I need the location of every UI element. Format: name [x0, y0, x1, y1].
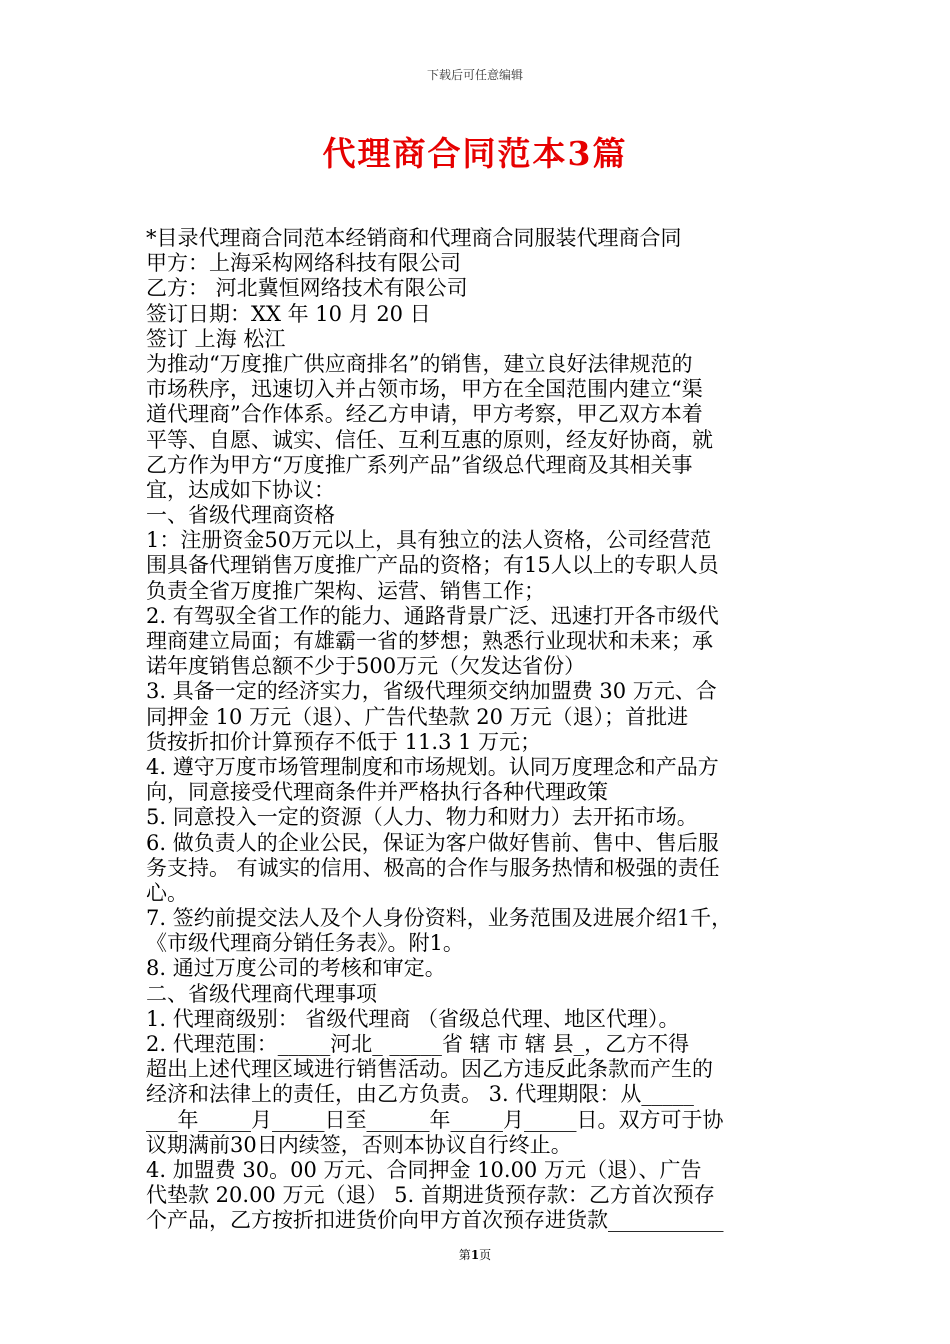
page-number: 1 [470, 1248, 480, 1262]
footer-prefix: 第 [458, 1248, 471, 1262]
body-line: 乙方： 河北冀恒网络技术有限公司 [146, 276, 468, 301]
body-line: 8. 通过万度公司的考核和审定。 [146, 956, 446, 981]
body-line: 签订 上海 松江 [146, 326, 286, 351]
body-line: 《市级代理商分销任务表》。附1。 [146, 931, 464, 956]
body-line: 个产品，乙方按折扣进货价向甲方首次预存进货款___________ [146, 1208, 724, 1233]
body-line: 诺年度销售总额不少于500万元（欠发达省份） [146, 654, 586, 679]
body-line: 理商建立局面；有雄霸一省的梦想；熟悉行业现状和未来；承 [146, 629, 713, 653]
body-line: 一、省级代理商资格 [146, 503, 335, 528]
header-note: 下载后可任意编辑 [426, 68, 523, 82]
body-line: 7. 签约前提交法人及个人身份资料，业务范围及进展介绍1千， [146, 906, 733, 931]
body-line: 代垫款 20.00 万元（退） 5. 首期进货预存款：乙方首次预存 [146, 1183, 715, 1208]
footer-suffix: 页 [479, 1248, 492, 1262]
body-line: 平等、自愿、诚实、信任、互利互惠的原则，经友好协商，就 [146, 427, 713, 452]
body-line: 心。 [146, 880, 188, 905]
document-title: 代理商合同范本3篇 [322, 134, 628, 173]
body-line: 务支持。 有诚实的信用、极高的合作与服务热情和极强的责任 [146, 855, 720, 880]
body-line: 货按折扣价计算预存不低于 11.3 1 万元； [146, 729, 542, 754]
body-line: 围具备代理销售万度推广产品的资格；有15人以上的专职人员 [146, 553, 719, 578]
body-line: 甲方：上海采构网络科技有限公司 [146, 251, 461, 276]
body-line: *目录代理商合同范本经销商和代理商合同服装代理商合同 [146, 226, 682, 250]
body-line: 超出上述代理区域进行销售活动。因乙方违反此条款而产生的 [146, 1057, 713, 1082]
body-line: 乙方作为甲方“万度推广系列产品”省级总代理商及其相关事 [146, 452, 693, 477]
body-line: 4. 加盟费 30。00 万元、合同押金 10.00 万元（退）、广告 [146, 1157, 702, 1182]
document-body [146, 226, 810, 1234]
body-line: 1：注册资金50万元以上，具有独立的法人资格，公司经营范 [146, 528, 712, 553]
body-line: 道代理商”合作体系。经乙方申请，甲方考察，甲乙双方本着 [146, 402, 703, 427]
body-line: 签订日期：XX 年 10 月 20 日 [146, 301, 431, 326]
body-line: 同押金 10 万元（退）、广告代垫款 20 万元（退）；首批进 [146, 704, 689, 729]
page-footer [0, 1246, 950, 1263]
body-line: 4. 遵守万度市场管理制度和市场规划。认同万度理念和产品方 [146, 754, 719, 779]
body-line: 向，同意接受代理商条件并严格执行各种代理政策 [146, 780, 608, 805]
body-line: 3. 具备一定的经济实力，省级代理须交纳加盟费 30 万元、合 [146, 679, 717, 704]
body-line: 1. 代理商级别： 省级代理商 （省级总代理、地区代理）。 [146, 1006, 680, 1031]
body-line: 市场秩序，迅速切入并占领市场，甲方在全国范围内建立“渠 [146, 377, 703, 402]
body-line: 2. 有驾驭全省工作的能力、通路背景广泛、迅速打开各市级代 [146, 603, 719, 628]
body-line: 2. 代理范围：_____河北_ _____省 辖 市 辖 县_，乙方不得 [146, 1032, 690, 1056]
body-line: 宜，达成如下协议： [146, 477, 335, 502]
body-line: 为推动“万度推广供应商排名”的销售，建立良好法律规范的 [146, 351, 693, 376]
body-line: 经济和法律上的责任，由乙方负责。 3. 代理期限：从_____ [146, 1082, 694, 1107]
body-line: 议期满前30日内续签，否则本协议自行终止。 [146, 1132, 572, 1157]
body-line: ___年_____月_____日至______年_____月_____日。双方可于协 [146, 1107, 724, 1132]
body-line: 5. 同意投入一定的资源（人力、物力和财力）去开拓市场。 [146, 805, 698, 830]
body-line: 负责全省万度推广架构、运营、销售工作； [146, 578, 545, 603]
body-line: 6. 做负责人的企业公民，保证为客户做好售前、售中、售后服 [146, 830, 719, 855]
body-line: 二、省级代理商代理事项 [146, 981, 377, 1006]
